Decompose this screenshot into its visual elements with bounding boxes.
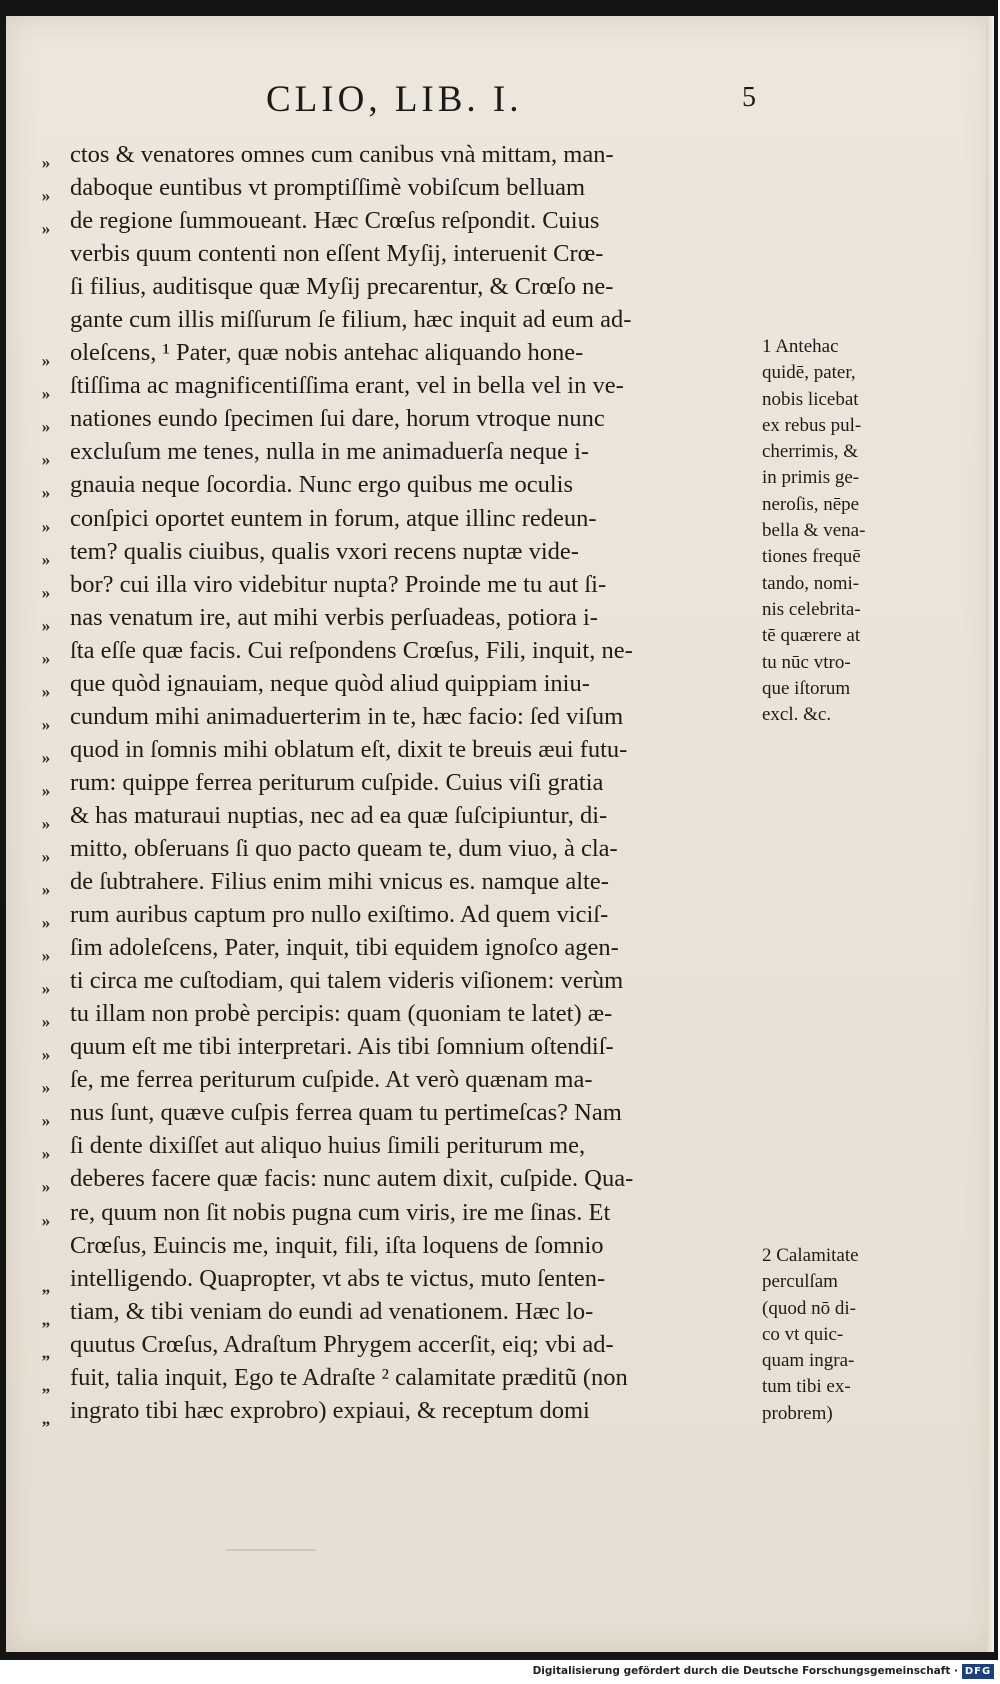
- note-line: tu nūc vtro-: [762, 651, 851, 673]
- text-line: nus ſunt, quæve cuſpis ferrea quam tu pertimeſcas? Nam: [70, 1099, 622, 1127]
- note-line: excl. &c.: [762, 704, 832, 726]
- text-line: quutus Crœſus, Adraſtum Phrygem accerſit, eiq; vbi ad-: [70, 1330, 614, 1358]
- quote-mark: »: [41, 979, 51, 999]
- text-line: re, quum non ſit nobis pugna cum viris, ire me ſinas. Et: [70, 1198, 611, 1226]
- quote-mark: »: [41, 1045, 51, 1065]
- quote-mark: „: [41, 1375, 51, 1395]
- text-line: ſi filius, auditisque quæ Myſij precarentur, & Crœſo ne-: [70, 273, 614, 301]
- text-line: de ſubtrahere. Filius enim mihi vnicus es. namque alte-: [70, 868, 609, 896]
- text-line: tu illam non probè percipis: quam (quoniam te latet) æ-: [70, 1000, 613, 1028]
- text-line: rum: quippe ferrea periturum cuſpide. Cuius viſi gratia: [70, 768, 604, 796]
- funding-credit: Digitalisierung gefördert durch die Deutsche Forschungsgemeinschaft ·: [532, 1665, 958, 1677]
- note-line: (quod nō di-: [762, 1297, 856, 1319]
- text-line: fuit, talia inquit, Ego te Adraſte ² calamitate præditũ (non: [70, 1363, 628, 1391]
- margin-note-1: [762, 334, 912, 728]
- text-line: daboque euntibus vt promptiſſimè vobiſcum belluam: [70, 174, 586, 202]
- text-line: quod in ſomnis mihi oblatum eſt, dixit te breuis æui futu-: [70, 735, 628, 763]
- quote-mark: »: [41, 648, 51, 668]
- quote-mark: [28, 278, 64, 311]
- text-line: gante cum illis miſſurum ſe filium, hæc inquit ad eum ad-: [70, 306, 632, 334]
- text-line: ſi dente dixiſſet aut aliquo huius ſimili periturum me,: [70, 1132, 586, 1160]
- text-line: mitto, obſeruans ſi quo pacto queam te, dum viuo, à cla-: [70, 834, 618, 862]
- text-line: quum eſt me tibi interpretari. Ais tibi ſomnium oſtendiſ-: [70, 1033, 614, 1061]
- text-line: cundum mihi animaduerterim in te, hæc facio: ſed viſum: [70, 702, 624, 730]
- text-line: rum auribus captum pro nullo exiſtimo. Ad quem viciſ-: [70, 901, 609, 929]
- quote-mark: »: [41, 219, 51, 239]
- digitization-footer: [0, 1660, 1000, 1684]
- note-line: nobis licebat: [762, 388, 859, 410]
- quote-mark: »: [41, 1144, 51, 1164]
- quote-mark: „: [41, 1276, 51, 1296]
- text-line: ingrato tibi hæc exprobro) expiaui, & receptum domi: [70, 1396, 590, 1424]
- note-line: 2 Calamitate: [762, 1245, 859, 1266]
- note-line: quam ingra-: [762, 1350, 855, 1372]
- note-line: tē quærere at: [762, 625, 861, 647]
- quote-mark: »: [41, 880, 51, 900]
- text-line: ſe, me ferrea periturum cuſpide. At verò quænam ma-: [70, 1066, 593, 1094]
- quote-mark: »: [41, 747, 51, 767]
- quote-mark: »: [41, 913, 51, 933]
- quote-mark: »: [41, 450, 51, 470]
- note-line: perculſam: [762, 1271, 838, 1293]
- note-line: 1 Antehac: [762, 336, 839, 357]
- quote-mark: »: [41, 1111, 51, 1131]
- quote-mark: [28, 245, 64, 278]
- note-line: tiones frequē: [762, 546, 861, 568]
- text-line: & has maturaui nuptias, nec ad ea quæ ſuſcipiuntur, di-: [70, 801, 608, 829]
- note-line: co vt quic-: [762, 1323, 844, 1345]
- quote-mark: »: [41, 384, 51, 404]
- quote-mark: »: [41, 1012, 51, 1032]
- text-line: verbis quum contenti non eſſent Myſij, interuenit Crœ-: [70, 240, 604, 268]
- quote-mark: „: [41, 1342, 51, 1362]
- text-line: tiam, & tibi veniam do eundi ad venationem. Hæc lo-: [70, 1297, 594, 1325]
- quote-mark: »: [41, 417, 51, 437]
- page-header: [6, 78, 994, 128]
- note-line: ex rebus pul-: [762, 414, 862, 436]
- text-line: excluſum me tenes, nulla in me animaduerſa neque i-: [70, 438, 590, 466]
- quote-mark: »: [41, 813, 51, 833]
- text-line: intelligendo. Quapropter, vt abs te victus, muto ſenten-: [70, 1264, 606, 1292]
- text-line: nas venatum ire, aut mihi verbis perſuadeas, potiora i-: [70, 603, 598, 631]
- note-line: nis celebrita-: [762, 598, 861, 620]
- quote-mark: »: [41, 846, 51, 866]
- quote-mark: »: [41, 780, 51, 800]
- quote-mark: »: [41, 1177, 51, 1197]
- note-line: probrem): [762, 1402, 833, 1424]
- quote-mark: »: [41, 615, 51, 635]
- text-line: que quòd ignauiam, neque quòd aliud quippiam iniu-: [70, 669, 590, 697]
- quote-mark: »: [41, 582, 51, 602]
- quote-mark: »: [41, 483, 51, 503]
- running-title: CLIO, LIB. I.: [266, 79, 523, 120]
- quote-mark: »: [41, 153, 51, 172]
- text-line: Crœſus, Euincis me, inquit, fili, iſta loquens de ſomnio: [70, 1231, 604, 1259]
- note-line: neroſis, nēpe: [762, 493, 860, 515]
- quote-mark: »: [41, 549, 51, 569]
- dfg-logo: DFG: [962, 1664, 994, 1679]
- quote-mark: „: [41, 1309, 51, 1329]
- quote-mark: »: [41, 681, 51, 701]
- quote-mark: »: [41, 1210, 51, 1230]
- paper-smudge: [226, 1549, 316, 1551]
- page-number: 5: [742, 82, 756, 113]
- quote-mark: »: [41, 351, 51, 371]
- note-line: tum tibi ex-: [762, 1376, 851, 1398]
- text-line: gnauia neque ſocordia. Nunc ergo quibus me oculis: [70, 471, 574, 499]
- text-line: tem? qualis ciuibus, qualis vxori recens nuptæ vide-: [70, 537, 579, 565]
- text-line: conſpici oportet euntem in forum, atque illinc redeun-: [70, 504, 597, 532]
- text-line: oleſcens, ¹ Pater, quæ nobis antehac aliquando hone-: [70, 339, 584, 367]
- quotation-marks-column: [28, 146, 64, 1435]
- book-page: [6, 16, 994, 1652]
- quote-mark: »: [41, 946, 51, 966]
- quote-mark: »: [41, 1078, 51, 1098]
- text-line: ti circa me cuſtodiam, qui talem videris viſionem: verùm: [70, 967, 624, 995]
- quote-mark: [28, 1237, 64, 1270]
- quote-mark: »: [41, 516, 51, 536]
- text-line: bor? cui illa viro videbitur nupta? Proinde me tu aut ſi-: [70, 570, 607, 598]
- text-line: ſta eſſe quæ facis. Cui reſpondens Crœſus, Fili, inquit, ne-: [70, 636, 633, 664]
- note-line: cherrimis, &: [762, 441, 859, 463]
- text-line: ſtiſſima ac magnificentiſſima erant, vel in bella vel in ve-: [70, 372, 624, 400]
- quote-mark: »: [41, 714, 51, 734]
- quote-mark: „: [41, 1408, 51, 1428]
- text-line: de regione ſummoueant. Hæc Crœſus reſpondit. Cuius: [70, 207, 600, 235]
- note-line: que iſtorum: [762, 677, 851, 699]
- note-line: bella & vena-: [762, 520, 866, 542]
- margin-note-2: [762, 1243, 912, 1427]
- note-line: quidē, pater,: [762, 362, 856, 384]
- text-line: deberes facere quæ facis: nunc autem dixit, cuſpide. Qua-: [70, 1165, 634, 1193]
- text-line: ſim adoleſcens, Pater, inquit, tibi equidem ignoſco agen-: [70, 934, 619, 962]
- note-line: in primis ge-: [762, 467, 860, 489]
- text-line: ctos & venatores omnes cum canibus vnà mittam, man-: [70, 141, 614, 168]
- text-line: nationes eundo ſpecimen ſui dare, horum vtroque nunc: [70, 405, 605, 433]
- page-edge: [986, 16, 994, 1652]
- note-line: tando, nomi-: [762, 572, 860, 594]
- quote-mark: [28, 311, 64, 344]
- quote-mark: »: [41, 186, 51, 206]
- main-text-block: [70, 138, 760, 1427]
